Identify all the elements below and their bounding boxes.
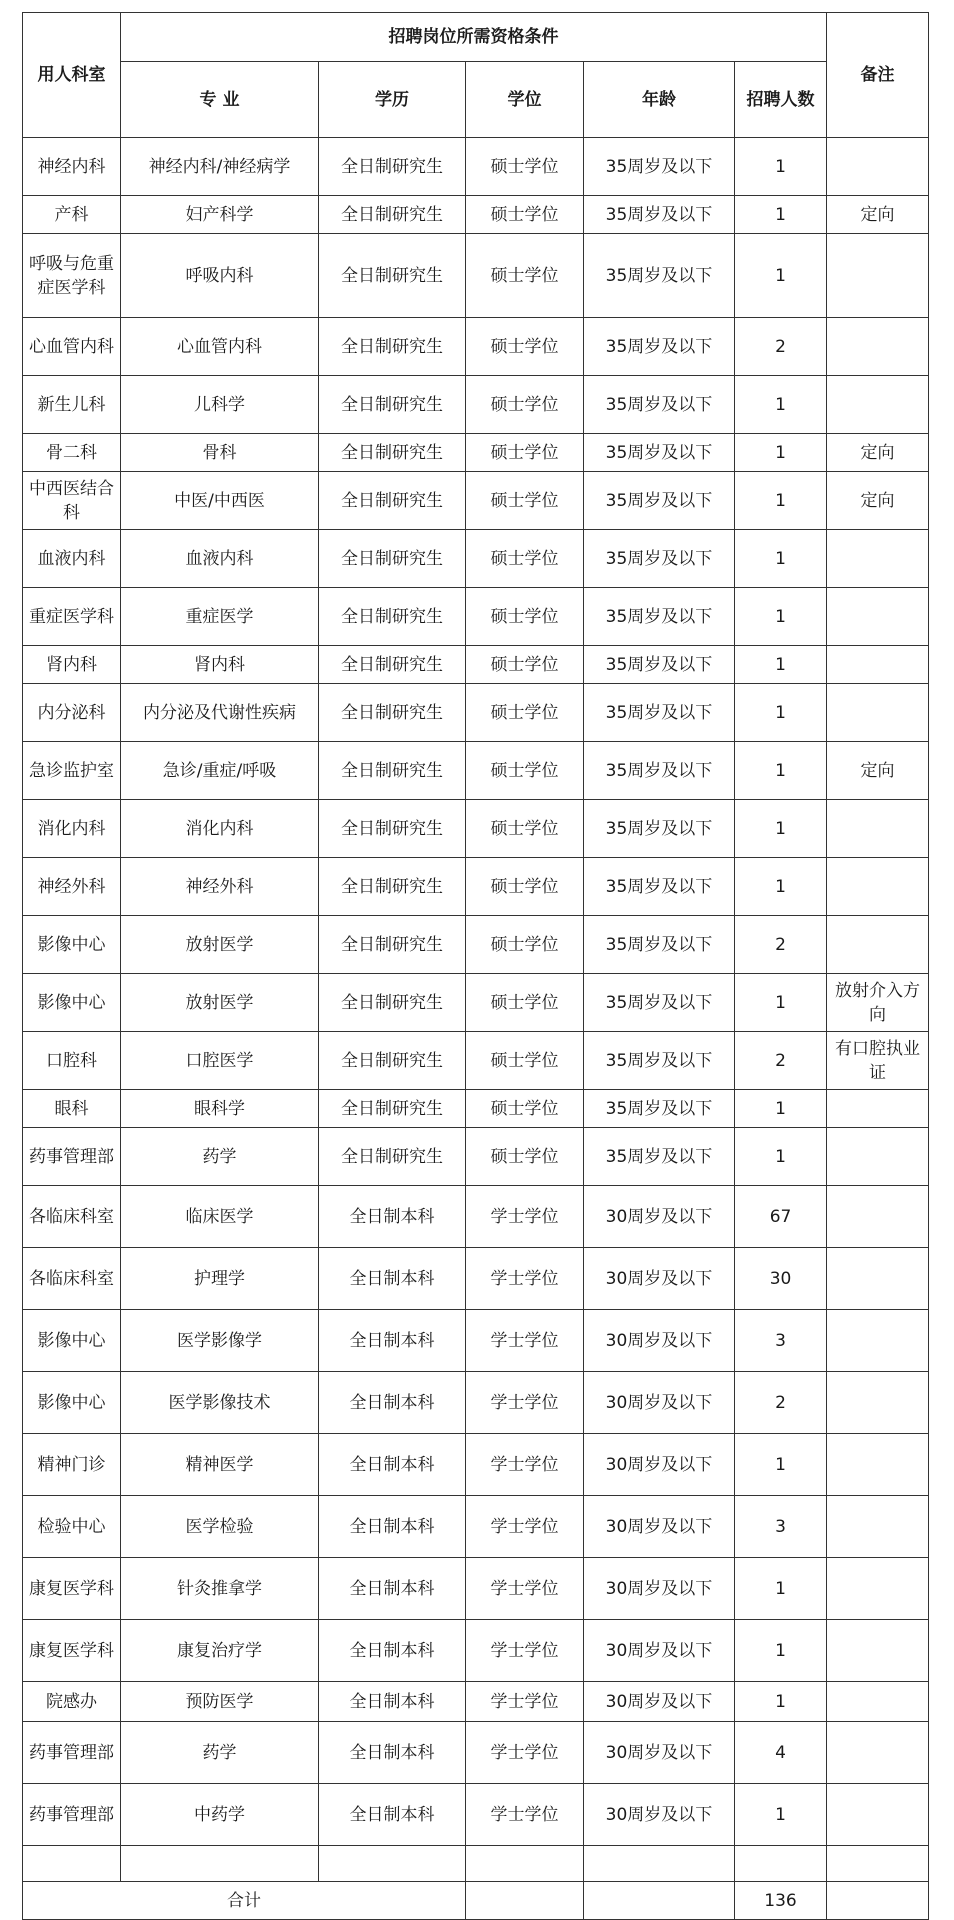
cell-degree: 学士学位 (466, 1558, 584, 1620)
cell-note (827, 1620, 929, 1682)
cell-age: 35周岁及以下 (584, 742, 735, 800)
blank-cell (827, 1846, 929, 1882)
cell-count: 1 (735, 858, 827, 916)
cell-age: 35周岁及以下 (584, 530, 735, 588)
cell-age: 35周岁及以下 (584, 318, 735, 376)
cell-dept: 院感办 (23, 1682, 121, 1722)
cell-education: 全日制研究生 (319, 916, 466, 974)
cell-education: 全日制研究生 (319, 974, 466, 1032)
cell-count: 1 (735, 234, 827, 318)
cell-dept: 影像中心 (23, 1372, 121, 1434)
table-body (23, 138, 929, 1920)
cell-major: 中药学 (121, 1784, 319, 1846)
cell-dept: 影像中心 (23, 1310, 121, 1372)
cell-major: 神经外科 (121, 858, 319, 916)
cell-count: 1 (735, 800, 827, 858)
cell-dept: 心血管内科 (23, 318, 121, 376)
cell-note: 定向 (827, 196, 929, 234)
cell-age: 30周岁及以下 (584, 1784, 735, 1846)
cell-age: 35周岁及以下 (584, 1090, 735, 1128)
cell-major: 放射医学 (121, 974, 319, 1032)
table-row (23, 916, 929, 974)
cell-age: 30周岁及以下 (584, 1558, 735, 1620)
cell-education: 全日制研究生 (319, 234, 466, 318)
cell-major: 呼吸内科 (121, 234, 319, 318)
cell-dept: 口腔科 (23, 1032, 121, 1090)
cell-count: 1 (735, 588, 827, 646)
cell-age: 35周岁及以下 (584, 234, 735, 318)
cell-age: 35周岁及以下 (584, 916, 735, 974)
header-degree: 学位 (466, 62, 584, 138)
cell-count: 30 (735, 1248, 827, 1310)
table-row (23, 1722, 929, 1784)
cell-education: 全日制本科 (319, 1496, 466, 1558)
cell-age: 35周岁及以下 (584, 376, 735, 434)
table-row (23, 1496, 929, 1558)
cell-degree: 硕士学位 (466, 318, 584, 376)
cell-major: 精神医学 (121, 1434, 319, 1496)
cell-degree: 学士学位 (466, 1372, 584, 1434)
cell-count: 1 (735, 646, 827, 684)
cell-degree: 学士学位 (466, 1620, 584, 1682)
cell-degree: 学士学位 (466, 1682, 584, 1722)
table-row (23, 742, 929, 800)
cell-age: 30周岁及以下 (584, 1310, 735, 1372)
cell-education: 全日制研究生 (319, 1032, 466, 1090)
table-row (23, 1186, 929, 1248)
table-row (23, 530, 929, 588)
table-row (23, 1434, 929, 1496)
cell-education: 全日制研究生 (319, 376, 466, 434)
cell-degree: 学士学位 (466, 1784, 584, 1846)
cell-education: 全日制研究生 (319, 138, 466, 196)
cell-count: 2 (735, 318, 827, 376)
cell-note (827, 1784, 929, 1846)
cell-age: 30周岁及以下 (584, 1620, 735, 1682)
cell-education: 全日制研究生 (319, 588, 466, 646)
blank-cell (735, 1846, 827, 1882)
cell-degree: 硕士学位 (466, 1090, 584, 1128)
cell-count: 1 (735, 434, 827, 472)
header-conditions: 招聘岗位所需资格条件 (121, 13, 827, 62)
table-row (23, 684, 929, 742)
cell-dept: 药事管理部 (23, 1722, 121, 1784)
cell-degree: 学士学位 (466, 1310, 584, 1372)
cell-note (827, 1248, 929, 1310)
cell-major: 护理学 (121, 1248, 319, 1310)
table-row (23, 1248, 929, 1310)
cell-degree: 硕士学位 (466, 434, 584, 472)
cell-degree: 学士学位 (466, 1248, 584, 1310)
cell-dept: 各临床科室 (23, 1186, 121, 1248)
cell-age: 35周岁及以下 (584, 974, 735, 1032)
cell-note (827, 684, 929, 742)
cell-degree: 硕士学位 (466, 138, 584, 196)
cell-dept: 药事管理部 (23, 1128, 121, 1186)
cell-note (827, 1558, 929, 1620)
cell-dept: 各临床科室 (23, 1248, 121, 1310)
cell-education: 全日制本科 (319, 1784, 466, 1846)
header-count: 招聘人数 (735, 62, 827, 138)
cell-age: 35周岁及以下 (584, 646, 735, 684)
cell-education: 全日制研究生 (319, 1090, 466, 1128)
cell-count: 1 (735, 1090, 827, 1128)
cell-education: 全日制本科 (319, 1186, 466, 1248)
cell-age: 35周岁及以下 (584, 196, 735, 234)
cell-note: 定向 (827, 472, 929, 530)
cell-major: 眼科学 (121, 1090, 319, 1128)
cell-note (827, 1434, 929, 1496)
cell-count: 1 (735, 196, 827, 234)
recruitment-table (22, 12, 929, 1920)
cell-education: 全日制本科 (319, 1372, 466, 1434)
cell-note (827, 376, 929, 434)
cell-dept: 神经外科 (23, 858, 121, 916)
header-major: 专 业 (121, 62, 319, 138)
cell-education: 全日制研究生 (319, 684, 466, 742)
table-row (23, 1784, 929, 1846)
table-row (23, 138, 929, 196)
cell-degree: 硕士学位 (466, 974, 584, 1032)
cell-count: 2 (735, 1032, 827, 1090)
cell-note (827, 1682, 929, 1722)
cell-count: 3 (735, 1496, 827, 1558)
blank-cell (584, 1882, 735, 1920)
cell-degree: 硕士学位 (466, 858, 584, 916)
cell-note (827, 318, 929, 376)
cell-major: 消化内科 (121, 800, 319, 858)
cell-note (827, 1372, 929, 1434)
cell-dept: 血液内科 (23, 530, 121, 588)
cell-major: 肾内科 (121, 646, 319, 684)
cell-age: 35周岁及以下 (584, 684, 735, 742)
cell-major: 血液内科 (121, 530, 319, 588)
table-row (23, 1310, 929, 1372)
blank-cell (466, 1846, 584, 1882)
table-row (23, 318, 929, 376)
cell-note (827, 1496, 929, 1558)
cell-dept: 急诊监护室 (23, 742, 121, 800)
cell-major: 神经内科/神经病学 (121, 138, 319, 196)
blank-cell (584, 1846, 735, 1882)
cell-major: 临床医学 (121, 1186, 319, 1248)
cell-degree: 硕士学位 (466, 1032, 584, 1090)
cell-age: 35周岁及以下 (584, 138, 735, 196)
cell-count: 2 (735, 916, 827, 974)
cell-count: 1 (735, 138, 827, 196)
cell-note: 定向 (827, 434, 929, 472)
table-row (23, 1620, 929, 1682)
cell-degree: 硕士学位 (466, 800, 584, 858)
cell-note (827, 530, 929, 588)
cell-degree: 学士学位 (466, 1496, 584, 1558)
cell-degree: 硕士学位 (466, 742, 584, 800)
total-row (23, 1882, 929, 1920)
cell-education: 全日制本科 (319, 1558, 466, 1620)
table-row (23, 800, 929, 858)
cell-major: 放射医学 (121, 916, 319, 974)
cell-degree: 硕士学位 (466, 646, 584, 684)
cell-count: 1 (735, 974, 827, 1032)
cell-major: 药学 (121, 1128, 319, 1186)
cell-age: 35周岁及以下 (584, 858, 735, 916)
header-row-1 (23, 13, 929, 62)
table-row (23, 588, 929, 646)
cell-dept: 肾内科 (23, 646, 121, 684)
cell-major: 医学检验 (121, 1496, 319, 1558)
cell-major: 内分泌及代谢性疾病 (121, 684, 319, 742)
cell-count: 1 (735, 1784, 827, 1846)
cell-degree: 硕士学位 (466, 234, 584, 318)
header-dept: 用人科室 (23, 13, 121, 138)
cell-education: 全日制本科 (319, 1722, 466, 1784)
cell-age: 30周岁及以下 (584, 1722, 735, 1784)
cell-major: 药学 (121, 1722, 319, 1784)
cell-dept: 影像中心 (23, 916, 121, 974)
cell-note (827, 1128, 929, 1186)
cell-major: 重症医学 (121, 588, 319, 646)
cell-education: 全日制本科 (319, 1682, 466, 1722)
cell-count: 1 (735, 1434, 827, 1496)
cell-degree: 学士学位 (466, 1434, 584, 1496)
cell-dept: 药事管理部 (23, 1784, 121, 1846)
header-age: 年龄 (584, 62, 735, 138)
cell-education: 全日制研究生 (319, 800, 466, 858)
table-row (23, 234, 929, 318)
table-row (23, 1032, 929, 1090)
cell-note: 有口腔执业证 (827, 1032, 929, 1090)
cell-note (827, 858, 929, 916)
cell-age: 35周岁及以下 (584, 1032, 735, 1090)
cell-major: 妇产科学 (121, 196, 319, 234)
cell-education: 全日制研究生 (319, 1128, 466, 1186)
cell-major: 急诊/重症/呼吸 (121, 742, 319, 800)
cell-education: 全日制研究生 (319, 858, 466, 916)
cell-count: 1 (735, 1128, 827, 1186)
cell-count: 3 (735, 1310, 827, 1372)
cell-education: 全日制本科 (319, 1620, 466, 1682)
total-label: 合计 (23, 1882, 466, 1920)
cell-note (827, 916, 929, 974)
cell-age: 30周岁及以下 (584, 1496, 735, 1558)
cell-count: 1 (735, 1682, 827, 1722)
cell-major: 骨科 (121, 434, 319, 472)
cell-major: 儿科学 (121, 376, 319, 434)
cell-count: 4 (735, 1722, 827, 1784)
cell-note (827, 1310, 929, 1372)
cell-major: 心血管内科 (121, 318, 319, 376)
cell-dept: 眼科 (23, 1090, 121, 1128)
table-row (23, 472, 929, 530)
cell-note (827, 1722, 929, 1784)
cell-degree: 硕士学位 (466, 376, 584, 434)
cell-count: 67 (735, 1186, 827, 1248)
cell-education: 全日制本科 (319, 1434, 466, 1496)
table-row (23, 434, 929, 472)
blank-cell (23, 1846, 121, 1882)
blank-row (23, 1846, 929, 1882)
total-count: 136 (735, 1882, 827, 1920)
blank-cell (121, 1846, 319, 1882)
table-row (23, 858, 929, 916)
cell-dept: 新生儿科 (23, 376, 121, 434)
cell-dept: 神经内科 (23, 138, 121, 196)
table-row (23, 646, 929, 684)
cell-note: 放射介入方向 (827, 974, 929, 1032)
cell-degree: 硕士学位 (466, 684, 584, 742)
cell-dept: 消化内科 (23, 800, 121, 858)
cell-count: 1 (735, 472, 827, 530)
header-note: 备注 (827, 13, 929, 138)
cell-major: 康复治疗学 (121, 1620, 319, 1682)
cell-dept: 骨二科 (23, 434, 121, 472)
cell-note (827, 1090, 929, 1128)
cell-education: 全日制研究生 (319, 646, 466, 684)
cell-education: 全日制研究生 (319, 318, 466, 376)
cell-education: 全日制研究生 (319, 434, 466, 472)
cell-degree: 学士学位 (466, 1186, 584, 1248)
cell-dept: 检验中心 (23, 1496, 121, 1558)
cell-major: 医学影像技术 (121, 1372, 319, 1434)
blank-cell (466, 1882, 584, 1920)
cell-dept: 产科 (23, 196, 121, 234)
cell-education: 全日制本科 (319, 1310, 466, 1372)
cell-note: 定向 (827, 742, 929, 800)
cell-education: 全日制研究生 (319, 472, 466, 530)
table-row (23, 1682, 929, 1722)
blank-cell (827, 1882, 929, 1920)
cell-note (827, 138, 929, 196)
cell-age: 30周岁及以下 (584, 1186, 735, 1248)
header-education: 学历 (319, 62, 466, 138)
cell-count: 1 (735, 530, 827, 588)
cell-count: 1 (735, 1620, 827, 1682)
cell-dept: 康复医学科 (23, 1558, 121, 1620)
cell-count: 1 (735, 376, 827, 434)
cell-age: 35周岁及以下 (584, 1128, 735, 1186)
cell-age: 30周岁及以下 (584, 1434, 735, 1496)
cell-dept: 康复医学科 (23, 1620, 121, 1682)
cell-age: 35周岁及以下 (584, 472, 735, 530)
cell-education: 全日制研究生 (319, 530, 466, 588)
cell-degree: 硕士学位 (466, 530, 584, 588)
cell-education: 全日制研究生 (319, 196, 466, 234)
cell-degree: 硕士学位 (466, 472, 584, 530)
cell-dept: 呼吸与危重症医学科 (23, 234, 121, 318)
cell-dept: 影像中心 (23, 974, 121, 1032)
cell-note (827, 234, 929, 318)
cell-degree: 学士学位 (466, 1722, 584, 1784)
cell-count: 1 (735, 742, 827, 800)
cell-dept: 中西医结合科 (23, 472, 121, 530)
table-row (23, 1372, 929, 1434)
cell-education: 全日制研究生 (319, 742, 466, 800)
cell-age: 35周岁及以下 (584, 434, 735, 472)
cell-degree: 硕士学位 (466, 588, 584, 646)
table-row (23, 1128, 929, 1186)
cell-degree: 硕士学位 (466, 916, 584, 974)
cell-note (827, 800, 929, 858)
cell-major: 预防医学 (121, 1682, 319, 1722)
cell-major: 口腔医学 (121, 1032, 319, 1090)
cell-count: 1 (735, 684, 827, 742)
cell-note (827, 1186, 929, 1248)
cell-major: 医学影像学 (121, 1310, 319, 1372)
cell-count: 1 (735, 1558, 827, 1620)
cell-major: 中医/中西医 (121, 472, 319, 530)
header-row-2 (23, 62, 929, 138)
table-row (23, 1558, 929, 1620)
cell-dept: 内分泌科 (23, 684, 121, 742)
blank-cell (319, 1846, 466, 1882)
table-row (23, 196, 929, 234)
table-row (23, 1090, 929, 1128)
cell-age: 35周岁及以下 (584, 588, 735, 646)
cell-dept: 精神门诊 (23, 1434, 121, 1496)
table-row (23, 376, 929, 434)
cell-count: 2 (735, 1372, 827, 1434)
cell-note (827, 646, 929, 684)
cell-major: 针灸推拿学 (121, 1558, 319, 1620)
cell-age: 30周岁及以下 (584, 1248, 735, 1310)
cell-age: 30周岁及以下 (584, 1682, 735, 1722)
table-row (23, 974, 929, 1032)
cell-education: 全日制本科 (319, 1248, 466, 1310)
cell-age: 30周岁及以下 (584, 1372, 735, 1434)
cell-note (827, 588, 929, 646)
cell-age: 35周岁及以下 (584, 800, 735, 858)
cell-degree: 硕士学位 (466, 196, 584, 234)
cell-degree: 硕士学位 (466, 1128, 584, 1186)
cell-dept: 重症医学科 (23, 588, 121, 646)
